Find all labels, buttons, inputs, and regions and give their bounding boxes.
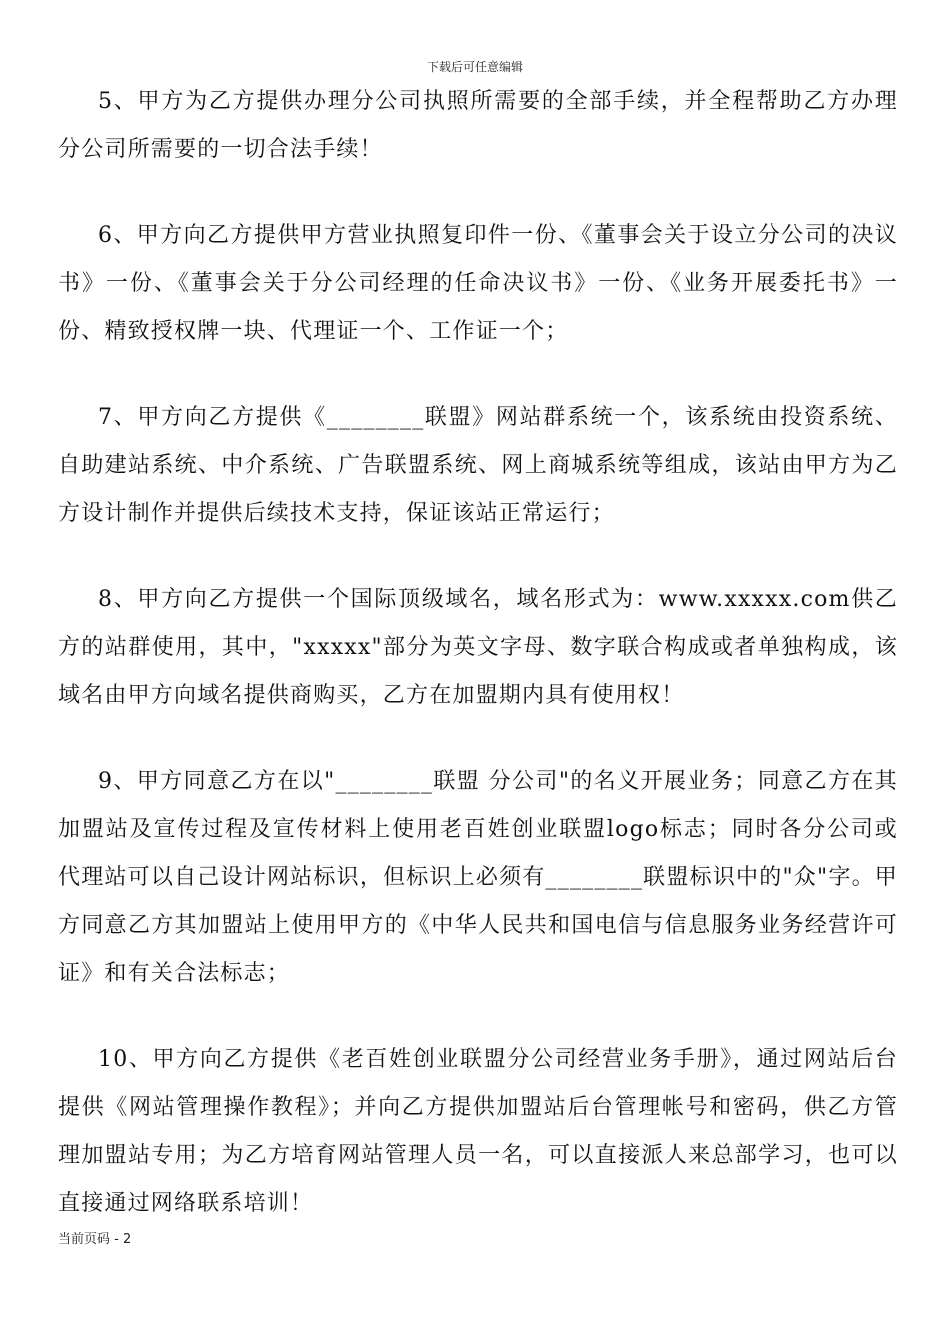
clause-9: 9、甲方同意乙方在以"________联盟 分公司"的名义开展业务；同意乙方在其加盟站及宣传过程及宣传材料上使用老百姓创业联盟logo标志；同时各分公司或代理站可以自己设计网站标识，但标识上必须有________联盟标识中的"众"字。甲方同意乙方其加盟站上使用甲方的《中华人民共和国电信与信息服务业务经营许可证》和有关合法标志； [58,769,898,986]
clause-5: 5、甲方为乙方提供办理分公司执照所需要的全部手续，并全程帮助乙方办理分公司所需要的一切合法手续！ [58,89,898,162]
page-header: 下载后可任意编辑 [426,60,523,74]
document-body [58,78,898,1228]
clause-8: 8、甲方向乙方提供一个国际顶级域名，域名形式为：www.xxxxx.com供乙方的站群使用，其中，"xxxxx"部分为英文字母、数字联合构成或者单独构成，该域名由甲方向域名提供商购买，乙方在加盟期内具有使用权！ [58,587,898,708]
clause-6: 6、甲方向乙方提供甲方营业执照复印件一份、《董事会关于设立分公司的决议书》一份、《董事会关于分公司经理的任命决议书》一份、《业务开展委托书》一份、精致授权牌一块、代理证一个、工作证一个； [58,223,898,344]
clause-10: 10、甲方向乙方提供《老百姓创业联盟分公司经营业务手册》，通过网站后台提供《网站管理操作教程》；并向乙方提供加盟站后台管理帐号和密码，供乙方管理加盟站专用；为乙方培育网站管理人员一名，可以直接派人来总部学习，也可以直接通过网络联系培训！ [58,1047,898,1216]
page-number: 当前页码 - 2 [58,1232,132,1247]
clause-7: 7、甲方向乙方提供《________联盟》网站群系统一个，该系统由投资系统、自助建站系统、中介系统、广告联盟系统、网上商城系统等组成，该站由甲方为乙方设计制作并提供后续技术支持，保证该站正常运行； [58,405,898,526]
